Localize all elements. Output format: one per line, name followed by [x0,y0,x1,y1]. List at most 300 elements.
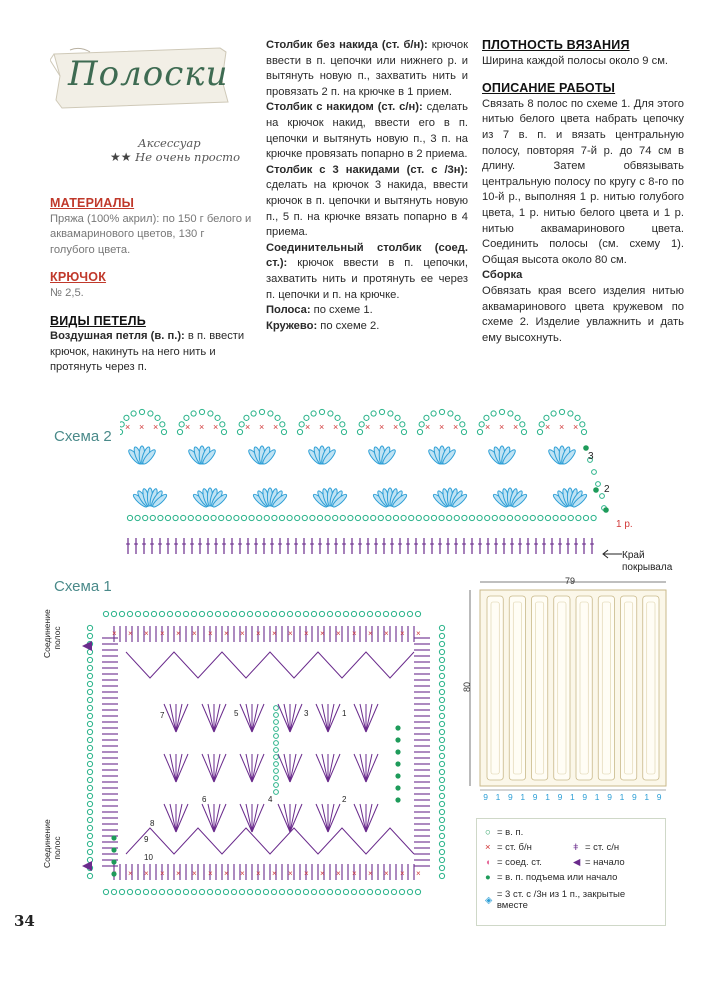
scheme2-label: Схема 2 [54,428,112,445]
chain-stitch [439,817,444,822]
picot-chain [161,429,166,434]
stitch-chain: Воздушная петля (в. п.): в п. ввести крючок, накинуть на него нить и протянуть через п. [50,330,245,374]
picot-chain [221,429,226,434]
chain-stitch [158,515,163,520]
chain-stitch [274,783,279,788]
scheme1-chart [82,611,445,894]
chain-stitch [492,515,497,520]
sc-mark: × [256,869,261,878]
legend-start: ◀ = начало [573,857,625,868]
fan-stitch [214,704,220,732]
start-marker-top [82,641,92,651]
assembly-height-label: 80 [462,681,473,693]
sc-mark: × [288,629,293,638]
fan-stitch [366,754,372,782]
chain-stitch [135,889,140,894]
sc-mark: × [256,629,261,638]
chain-stitch [295,889,300,894]
fan-stitch [246,754,252,782]
chain-stitch [135,515,140,520]
chain-stitch [249,515,254,520]
picot-chain [364,415,369,420]
chain-stitch [87,673,92,678]
chain-stitch [485,515,490,520]
fan-stitch [246,804,252,832]
fan-stitch [240,754,252,782]
picot-chain [559,409,564,414]
picot-chain [124,415,129,420]
chain-stitch [477,515,482,520]
chain-stitch [439,833,444,838]
chain-stitch [257,515,262,520]
legend-slst: ◖ = соед. ст. [485,857,542,868]
picot-chain [424,415,429,420]
chain-stitch [103,889,108,894]
chain-stitch [231,611,236,616]
fan-stitch [284,704,290,732]
fan-stitch [366,804,378,832]
start-marker-bottom [82,861,92,871]
fan-stitch [366,804,372,832]
turning-dot [111,859,116,864]
sc-mark: × [545,422,551,432]
chain-stitch [263,889,268,894]
picot-chain [568,411,573,416]
sc-mark: × [192,629,197,638]
fan-stitch [328,704,334,732]
column-3 [482,38,684,346]
fan-stitch [360,704,366,732]
hook-heading: КРЮЧОК [50,270,107,285]
fan-stitch [366,754,378,782]
chain-stitch [87,633,92,638]
chain-stitch [239,889,244,894]
sc-mark: × [176,629,181,638]
picot-chain [220,422,225,427]
chain-stitch [274,776,279,781]
picot-chain [448,411,453,416]
strip-outline [532,596,548,780]
sc-mark: × [425,422,431,432]
strip-outline [554,596,570,780]
fan-stitch [284,804,290,832]
picot-chain [359,422,364,427]
assembly-diagram [462,576,674,810]
chain-stitch [87,833,92,838]
difficulty-line [110,150,240,164]
chain-stitch [439,737,444,742]
chain-stitch [439,665,444,670]
chain-stitch [255,611,260,616]
fan-stitch [316,804,328,832]
chain-stitch [583,515,588,520]
chain-stitch [515,515,520,520]
chain-stitch [439,689,444,694]
picot-chain [215,415,220,420]
sc-mark: × [416,869,421,878]
chain-stitch [247,889,252,894]
picot-chain [120,429,123,434]
chain-stitch [538,515,543,520]
chain-stitch [568,515,573,520]
chain-stitch [167,611,172,616]
picot-chain [379,409,384,414]
chain-stitch [226,515,231,520]
picot-chain [328,411,333,416]
picot-chain [417,429,422,434]
picot-chain [477,429,482,434]
fan-stitch [202,754,214,782]
row-number-1: 1 [342,709,347,718]
turning-dot [395,785,400,790]
chain-stitch [415,889,420,894]
fan-stitch [214,754,226,782]
strip-width-label: 9 [656,792,662,802]
chain-stitch [87,817,92,822]
chain-stitch [87,849,92,854]
chain-stitch [439,705,444,710]
fan-stitch [278,754,290,782]
chain-stitch [317,515,322,520]
chain-stitch [439,769,444,774]
chain-stitch [287,515,292,520]
chain-stitch [143,515,148,520]
assembly-heading: Сборка [482,269,523,282]
sc-mark: × [213,422,219,432]
picot-chain [251,411,256,416]
strip-outline [576,596,592,780]
sc-mark: × [199,422,205,432]
sc-mark: × [128,629,133,638]
scheme2-row-2: 2 [604,484,610,495]
chain-stitch [439,657,444,662]
row-number-3: 3 [304,709,309,718]
join-label-top: Соединение полос [42,609,62,658]
chain-stitch [439,641,444,646]
fan-stitch [208,804,214,832]
chain-stitch [87,793,92,798]
chain-stitch [87,721,92,726]
chain-stitch [447,515,452,520]
chain-stitch [351,611,356,616]
fan-stitch [328,754,334,782]
chain-stitch [303,889,308,894]
picot-chain [319,409,324,414]
chain-stitch [87,777,92,782]
strip-width-label: 9 [582,792,588,802]
fan-stitch [278,704,290,732]
chain-stitch [359,611,364,616]
sc-mark: × [559,422,565,432]
work-heading: ОПИСАНИЕ РАБОТЫ [482,81,616,96]
chain-stitch [272,515,277,520]
chain-stitch [87,809,92,814]
sc-mark: × [319,422,325,432]
chain-stitch [348,515,353,520]
chain-stitch [561,515,566,520]
chain-stitch [439,745,444,750]
fan-stitch [322,704,328,732]
stitch-tr3: Столбик с 3 накидами (ст. с /3н): сделать на крючок 3 накида, ввести крючок в п. цепочки и вытянуть новую п., 5 п. на крючке вязать попарно в 4 приема. [266,163,468,239]
row-number-6: 6 [202,795,207,804]
chain-stitch [343,889,348,894]
chain-stitch [371,515,376,520]
chain-stitch [287,889,292,894]
turning-dot [111,871,116,876]
chain-stitch [367,889,372,894]
picot-chain [575,415,580,420]
fan-stitch [366,704,378,732]
picot-chain [191,411,196,416]
fan-stitch [290,754,302,782]
picot-chain [341,429,346,434]
chain-stitch [87,825,92,830]
row-number-7: 7 [160,711,165,720]
chain-stitch [274,769,279,774]
sc-mark: × [160,629,165,638]
chain-stitch [87,681,92,686]
sc-mark: × [153,422,159,432]
sc-mark: × [139,422,145,432]
picot-chain [237,429,242,434]
chain-stitch [119,611,124,616]
picot-chain [177,429,182,434]
column-1 [50,196,252,376]
chain-stitch [111,611,116,616]
chain-stitch [327,611,332,616]
stitches-heading: ВИДЫ ПЕТЕЛЬ [50,313,146,328]
picot-chain [280,422,285,427]
sc-mark: × [400,629,405,638]
picot-chain [239,422,244,427]
materials-heading: МАТЕРИАЛЫ [50,196,135,210]
chain-stitch [87,761,92,766]
fan-stitch [290,804,296,832]
legend-sc: × = ст. б/н [485,842,532,853]
sc-mark: × [192,869,197,878]
chain-stitch [279,515,284,520]
chain-stitch [351,889,356,894]
fan-stitch [328,804,334,832]
sc-mark: × [384,629,389,638]
chain-stitch [143,611,148,616]
chain-stitch [87,745,92,750]
fan-stitch [202,804,214,832]
picot-chain [340,422,345,427]
sc-mark: × [379,422,385,432]
materials-text: Пряжа (100% акрил): по 150 г белого и аквамаринового цветов, 130 г голубого цвета. [50,212,252,256]
gauge-text: Ширина каждой полосы около 9 см. [482,54,669,67]
chain-stitch [383,889,388,894]
picot-chain [184,415,189,420]
scheme1-label: Схема 1 [54,578,112,595]
fan-stitch [278,804,290,832]
chain-stitch [274,706,279,711]
chain-stitch [215,611,220,616]
chain-stitch [335,611,340,616]
zigzag-top [126,652,414,678]
chain-stitch [87,785,92,790]
sc-mark: × [144,629,149,638]
sc-mark: × [368,869,373,878]
fan-stitch [252,804,264,832]
picot-chain [461,429,466,434]
chain-stitch [274,762,279,767]
strip-width-label: 1 [520,792,526,802]
sc-mark: × [224,869,229,878]
chain-stitch [181,515,186,520]
scheme2-diagram [120,398,640,573]
picot-chain [304,415,309,420]
assembly-chart [470,582,666,802]
fan-stitch [240,704,252,732]
picot-chain [499,409,504,414]
picot-chain [139,409,144,414]
chain-stitch [255,889,260,894]
chain-stitch [439,841,444,846]
strip-outline [487,596,503,780]
chain-stitch [596,482,601,487]
picot-chain [208,411,213,416]
turning-dot [395,749,400,754]
chain-stitch [378,515,383,520]
chain-stitch [279,889,284,894]
difficulty-label: Не очень просто [135,150,240,164]
fan-stitch [214,704,226,732]
strip-width-label: 9 [557,792,563,802]
chain-stitch [150,515,155,520]
picot-chain [431,411,436,416]
chain-stitch [87,697,92,702]
fan-stitch [328,704,340,732]
chain-stitch [199,889,204,894]
chain-stitch [367,611,372,616]
picot-chain [388,411,393,416]
sc-mark: × [208,629,213,638]
fan-stitch [208,704,214,732]
fan-stitch [246,704,252,732]
fan-stitch [208,754,214,782]
sc-mark: × [453,422,459,432]
fan-stitch [354,754,366,782]
picot-chain [281,429,286,434]
strip-width-label: 1 [545,792,550,802]
chain-stitch [271,889,276,894]
fan-stitch [176,704,188,732]
chain-stitch [151,611,156,616]
sc-mark: × [304,869,309,878]
chain-stitch [287,611,292,616]
chain-stitch [592,470,597,475]
chain-stitch [274,734,279,739]
sc-mark: × [245,422,251,432]
chain-stitch [415,611,420,616]
sc-mark: × [208,869,213,878]
picot-chain [299,422,304,427]
picot-chain [371,411,376,416]
fan-stitch [328,804,340,832]
sc-mark: × [336,629,341,638]
fan-stitch [322,804,328,832]
fan-stitch [366,704,372,732]
chain-stitch [399,889,404,894]
stitch-dc: Столбик с накидом (ст. с/н): сделать на крючок накид, ввести его в п. цепочки и вытянуть новую п., 3 п. на крючке провязать попарно в 2 приема. [266,101,468,161]
assembly-text: Обвязать края всего изделия нитью аквамаринового цвета кружевом по схеме 2. Изделие увлажнить и дать ему высохнуть. [482,284,684,344]
picot-chain [395,415,400,420]
chain-stitch [375,889,380,894]
chain-stitch [439,625,444,630]
chain-stitch [545,515,550,520]
chain-stitch [151,889,156,894]
chain-stitch [399,611,404,616]
turning-dot [603,507,609,513]
strip-width-label: 1 [594,792,600,802]
stitch-lace: Кружево: по схеме 2. [266,319,380,332]
chain-stitch [333,515,338,520]
chain-stitch [188,515,193,520]
chain-stitch [274,741,279,746]
sc-mark: × [336,869,341,878]
row-number-10: 10 [144,853,153,862]
work-text: Связать 8 полос по схеме 1. Для этого нитью белого цвета набрать цепочку из 7 в. п. и вязать центральную полосу, повторяя 7-й р. до 74 см в длину. Затем обвязывать центральную полосу по кругу с 8-го по 10-й р., выполняя 1 р. нитью голубого цвета, 1 р. нитью белого цвета и 1 р. нитью аквамаринового цвета. Соединить полосы (см. схему 1). Общая высота около 80 см. [482,97,684,266]
fan-stitch [176,754,182,782]
fan-stitch [360,754,366,782]
sc-mark: × [128,869,133,878]
chain-stitch [462,515,467,520]
chain-stitch [87,841,92,846]
chain-stitch [127,611,132,616]
chain-stitch [207,611,212,616]
stitch-strip: Полоса: по схеме 1. [266,304,373,317]
fan-stitch [214,804,226,832]
chain-stitch [319,889,324,894]
turning-dot [583,445,589,451]
strip-width-label: 1 [495,792,501,802]
column-2 [266,38,468,334]
chain-stitch [439,849,444,854]
chain-stitch [469,515,474,520]
chain-stitch [439,681,444,686]
gauge-heading: ПЛОТНОСТЬ ВЯЗАНИЯ [482,38,630,52]
chain-stitch [87,713,92,718]
legend-box [476,818,666,926]
picot-chain [484,415,489,420]
chain-stitch [199,611,204,616]
sc-mark: × [288,869,293,878]
chain-stitch [439,721,444,726]
chain-stitch [87,705,92,710]
picot-chain [155,415,160,420]
sc-mark: × [320,869,325,878]
chain-stitch [211,515,216,520]
hook-text: № 2,5. [50,286,84,299]
strip-width-label: 1 [570,792,575,802]
picot-chain [460,422,465,427]
stitch-sc: Столбик без накида (ст. б/н): крючок ввести в п. цепочки или нижнего р. и вытянуть новую п., захватить нить и провязать 2 п. на крючке в 1 прием. [266,39,468,98]
join-label-bottom: Соединение полос [42,819,62,868]
fan-stitch [202,704,214,732]
chain-stitch [274,755,279,760]
picot-chain [508,411,513,416]
picot-chain [479,422,484,427]
chain-stitch [383,611,388,616]
chain-stitch [87,657,92,662]
chain-stitch [215,889,220,894]
sc-mark: × [144,869,149,878]
chain-stitch [223,611,228,616]
strip-outline [621,596,637,780]
sc-mark: × [352,869,357,878]
